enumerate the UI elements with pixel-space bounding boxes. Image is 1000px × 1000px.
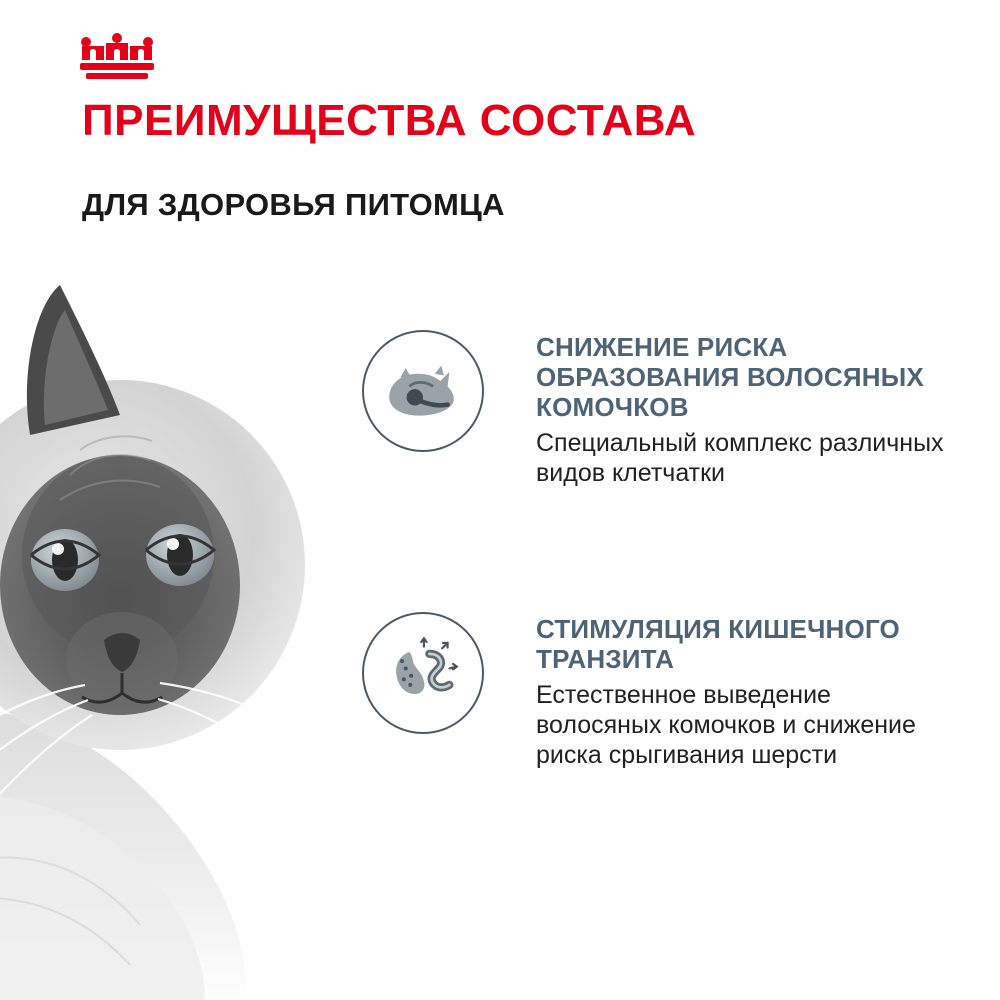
royal-canin-crown-icon [78,30,158,82]
benefit-title: СТИМУЛЯЦИЯ КИШЕЧНОГО ТРАНЗИТА [536,614,900,675]
benefit-title: СНИЖЕНИЕ РИСКА ОБРАЗОВАНИЯ ВОЛОСЯНЫХ КОМОЧКОВ [536,332,924,423]
benefit-item-hairball [362,330,962,488]
page-title: ПРЕИМУЩЕСТВА СОСТАВА [82,96,697,145]
cat-hairball-icon [362,330,484,452]
benefit-description: Специальный комплекс различных видов клетчатки [536,429,944,488]
page-subtitle: ДЛЯ ЗДОРОВЬЯ ПИТОМЦА [82,187,505,222]
intestinal-transit-icon [362,612,484,734]
benefit-item-transit [362,612,962,770]
benefit-description: Естественное выведение волосяных комочков и снижение риска срыгивания шерсти [536,681,916,770]
cat-photo [0,255,420,1000]
